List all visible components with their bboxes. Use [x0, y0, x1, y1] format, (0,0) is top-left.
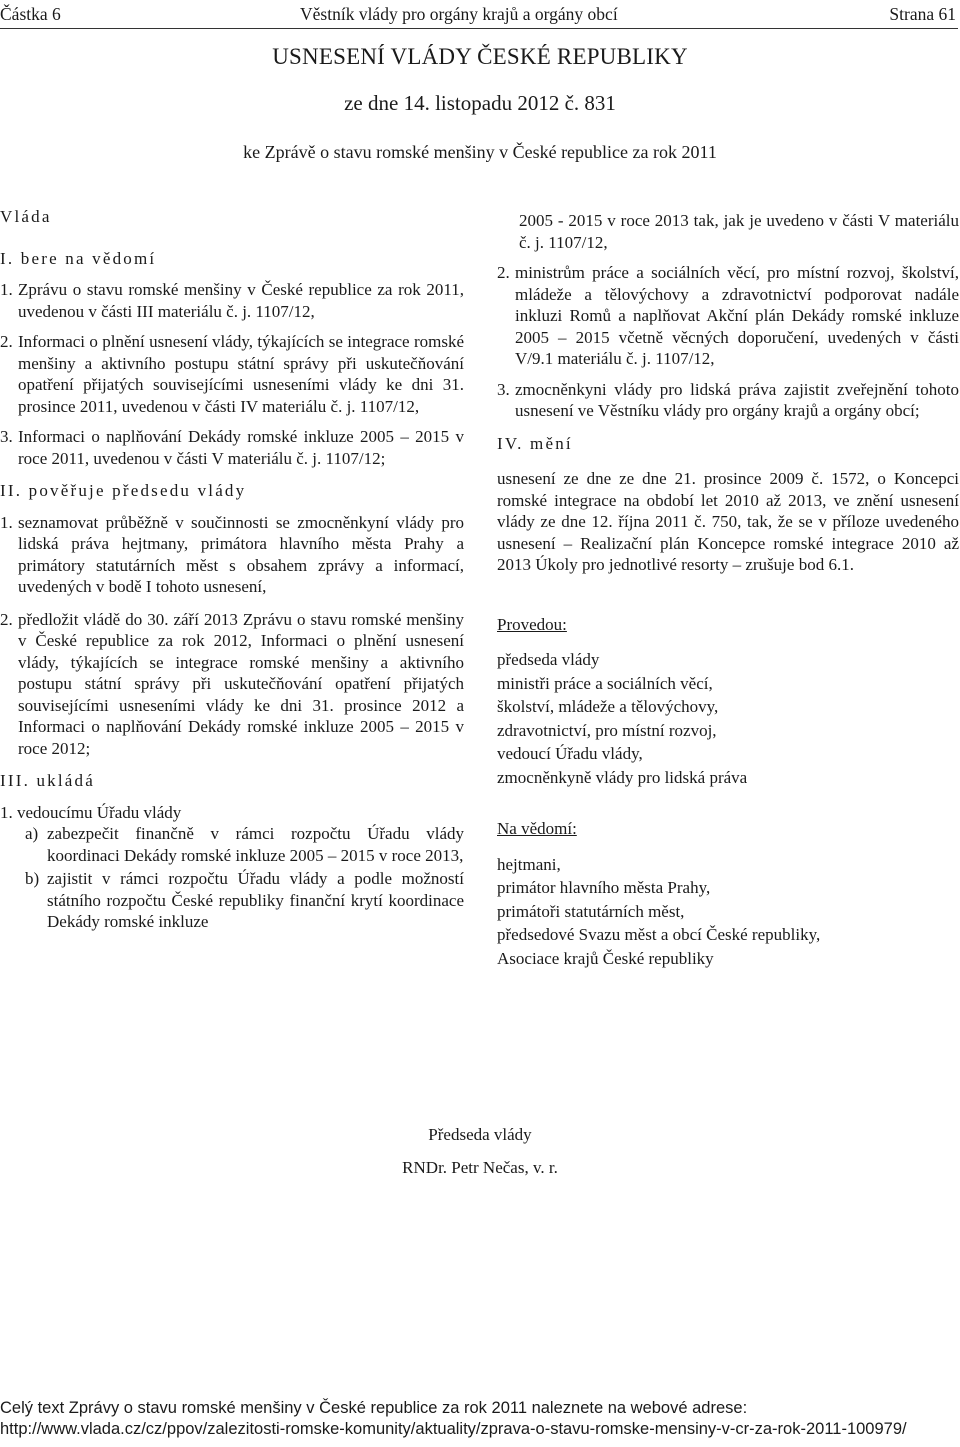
sub-item: a) zabezpečit finančně v rámci rozpočtu Úřadu vlády koordinaci Dekády romské inkluze 2005 – 2015 v roce 2013, [25, 824, 464, 865]
list-item: předseda vlády [497, 650, 600, 669]
issue-number: Částka 6 [0, 4, 61, 24]
list-item: Asociace krajů České republiky [497, 948, 714, 968]
na-vedomi-list [497, 854, 959, 970]
list-item: 3. Informaci o naplňování Dekády romské inkluze 2005 – 2015 v roce 2011, uvedenou v části V materiálu č. j. 1107/12; [0, 427, 464, 468]
right-column [497, 210, 959, 969]
resolution-subject: ke Zprávě o stavu romské menšiny v České republice za rok 2011 [243, 142, 717, 162]
list-item: zmocněnkyně vlády pro lidská práva [497, 767, 748, 787]
list-item: 2. Informaci o plnění usnesení vlády, týkajících se integrace romské menšiny a aktivního postupu státní správy při uskutečňování opatření přijatých souvisejícími usneseními vlády ke dni 31. prosince 2011, uvedenou v části IV materiálu č. j. 1107/12, [0, 332, 464, 416]
section-3-heading: III. ukládá [0, 771, 95, 790]
provedou-heading: Provedou: [497, 614, 567, 634]
list-item: 1. Zprávu o stavu romské menšiny v České republice za rok 2011, uvedenou v části III materiálu č. j. 1107/12, [0, 280, 464, 321]
page-footer [0, 1398, 960, 1440]
list-item: vedoucí Úřadu vlády, [497, 744, 643, 763]
list-item: ministři práce a sociálních věcí, [497, 673, 713, 693]
list-item: primátor hlavního města Prahy, [497, 878, 711, 897]
page-number: Strana 61 [889, 4, 956, 24]
signature-role: Předseda vlády [428, 1125, 532, 1144]
left-column [0, 206, 464, 935]
section-1-heading: I. bere na vědomí [0, 248, 157, 268]
section-4-text: usnesení ze dne ze dne 21. prosince 2009 č. 1572, o Koncepci romské integrace na období let 2010 až 2013, ve znění usnesení vlády ze dne 12. října 2011 č. 750, tak, že se v příloze uvedeného usnesení – Realizační plán Koncepce romské integrace 2010 až 2013 Úkoly pro jednotlivé resorty – zrušuje bod 6.1. [497, 469, 959, 574]
na-vedomi-heading: Na vědomí: [497, 819, 577, 838]
list-item: 1. vedoucímu Úřadu vlády [0, 802, 182, 822]
list-item: primátoři statutárních měst, [497, 901, 685, 921]
footer-url: http://www.vlada.cz/cz/ppov/zalezitosti-romske-komunity/aktuality/zprava-o-stavu-romske-mensiny-v-cr-za-rok-2011-100979/ [0, 1420, 907, 1438]
sub-item: b) zajistit v rámci rozpočtu Úřadu vlády a podle možností státního rozpočtu České republiky finanční krytí koordinace Dekády romské inkluze [25, 869, 464, 931]
page-header [0, 2, 958, 29]
section-2-heading: II. pověřuje předsedu vlády [0, 481, 247, 500]
list-item: 2. ministrům práce a sociálních věcí, pro místní rozvoj, školství, mládeže a tělovýchovy a zdravotnictví podporovat nadále inkluzi Romů a naplňovat Akční plán Dekády romské inkluze 2005 – 2015 včetně věcných doporučení, uvedených v části V/9.1 materiálu č. j. 1107/12, [497, 263, 959, 368]
list-item: školství, mládeže a tělovýchovy, [497, 697, 719, 716]
list-item: 1. seznamovat průběžně v součinnosti se zmocněnkyní vlády pro lidská práva hejtmany, primátora hlavního města Prahy a primátory statutárních měst s obsahem zprávy a informací, uvedených v bodě I tohoto usnesení, [0, 512, 464, 596]
list-item: 3. zmocněnkyni vlády pro lidská práva zajistit zveřejnění tohoto usnesení ve Věstníku vlády pro orgány krajů a orgány obcí; [497, 379, 959, 420]
government-label: Vláda [0, 207, 52, 226]
resolution-date: ze dne 14. listopadu 2012 č. 831 [344, 91, 616, 115]
journal-title: Věstník vlády pro orgány krajů a orgány obcí [300, 4, 618, 24]
section-4-heading: IV. mění [497, 433, 573, 453]
list-item: 2. předložit vládě do 30. září 2013 Zprávu o stavu romské menšiny v České republice za rok 2012, Informaci o plnění usnesení vlády, týkajících se integrace romské menšiny a aktivního postupu státní správy při uskutečňování opatření přijatých souvisejícími usneseními vlády ke dni 31. prosince 2012 a Informaci o naplňování Dekády romské inkluze 2005 – 2015 v roce 2012; [0, 609, 464, 758]
list-item: hejtmani, [497, 854, 561, 874]
continued-text: 2005 - 2015 v roce 2013 tak, jak je uvedeno v části V materiálu č. j. 1107/12, [519, 211, 959, 252]
list-item: zdravotnictví, pro místní rozvoj, [497, 720, 717, 740]
provedou-list [497, 649, 959, 788]
footer-note: Celý text Zprávy o stavu romské menšiny v České republice za rok 2011 naleznete na webové adrese: [0, 1399, 748, 1417]
list-item: předsedové Svazu měst a obcí České republiky, [497, 925, 821, 944]
signature-name: RNDr. Petr Nečas, v. r. [402, 1158, 558, 1177]
resolution-title: USNESENÍ VLÁDY ČESKÉ REPUBLIKY [272, 44, 688, 69]
